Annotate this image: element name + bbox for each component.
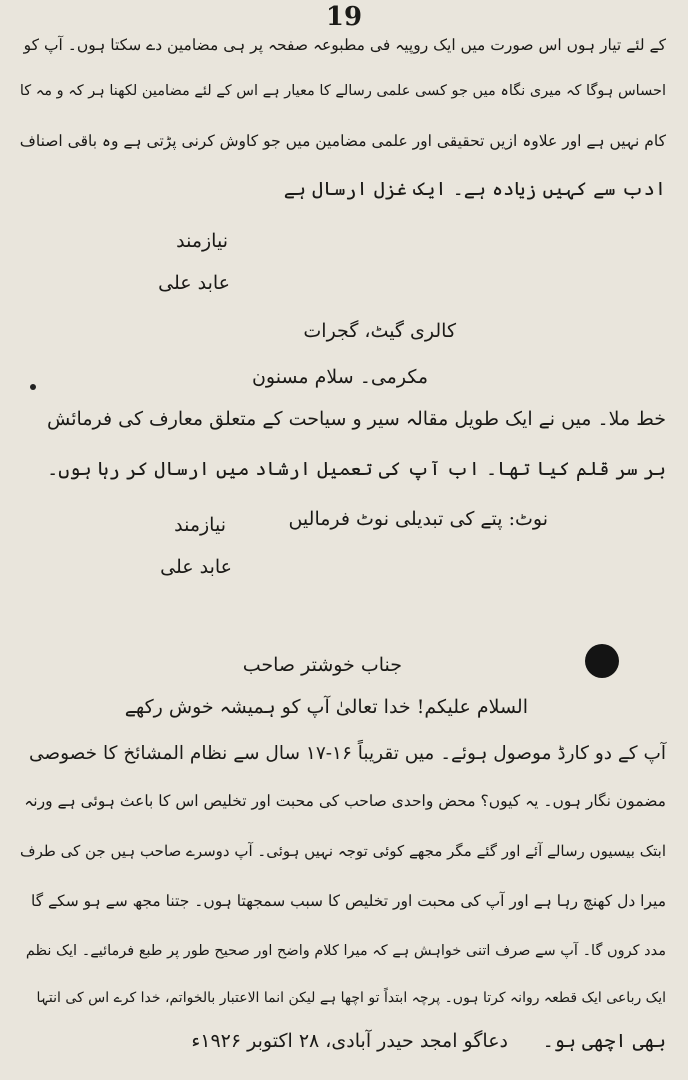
page-number: 19 [325,2,363,32]
letter3-line-6: ایک رباعی ایک قطعہ روانہ کرتا ہوں۔ پرچہ ابتداً تو اچھا ہے لیکن انما الاعتبار بالخواتم، خدا کرے اس کی انتہا [36,990,666,1006]
letter3-line-4: میرا دل کھنچ رہا ہے اور آپ کی محبت اور تخلیص کا سبب سمجھتا ہوں۔ جتنا مجھ سے ہو سکے گا [31,892,666,910]
letter3-line-3: ابتک بیسیوں رسالے آئے اور گئے مگر مجھے کوئی توجہ نہیں ہوئی۔ آپ دوسرے صاحب ہیں جن کی طرف [20,842,666,860]
letter1-signature: عابد علی [158,272,230,294]
letter2-salutation: مکرمی۔ سلام مسنون [251,366,428,388]
letter1-closing: نیازمند [176,230,228,252]
letter3-line-1: آپ کے دو کارڈ موصول ہوئے۔ میں تقریباً ۱۶-۱۷ سال سے نظام المشائخ کا خصوصی [28,743,666,764]
letter1-line-1: کے لئے تیار ہوں اس صورت میں ایک روپیہ فی مطبوعہ صفحہ پر ہی مضامین دے سکتا ہوں۔ آپ کو [23,36,666,54]
letter2-line-1: خط ملا۔ میں نے ایک طویل مقالہ سیر و سیاحت کے متعلق معارف کی فرمائش [47,408,666,430]
letter3-line-5: مدد کروں گا۔ آپ سے صرف اتنی خواہش ہے کہ میرا کلام واضح اور صحیح طور پر طبع فرمائیے۔ ایک نظم [25,943,666,959]
letter3-greeting: السلام علیکم! خدا تعالیٰ آپ کو ہمیشہ خوش رکھے [124,696,528,718]
letter3-line-2: مضمون نگار ہوں۔ یہ کیوں؟ محض واحدی صاحب کی محبت اور تخلیص اس کا باعث ہوئی ہے ورنہ [24,792,666,810]
letter3-addressee: جناب خوشتر صاحب [242,654,402,676]
letter3-line-7: بھی اچھی ہو۔ [542,1030,666,1052]
letter3-signoff: دعاگو امجد حیدر آبادی، ۲۸ اکتوبر ۱۹۲۶ء [191,1030,508,1052]
letter1-line-2: احساس ہوگا کہ میری نگاہ میں جو کسی علمی رسالے کا معیار ہے اس کے لئے مضامین لکھنا ہر کہ و مہ کا [19,83,666,99]
letter2-signature: عابد علی [160,556,232,578]
letter1-line-4: ادب سے کہیں زیادہ ہے۔ ایک غزل ارسال ہے [283,178,666,200]
letter2-address: کالری گیٹ، گجرات [303,320,456,342]
letter2-line-2: بر سر قلم کیا تھا۔ اب آپ کی تعمیل ارشاد میں ارسال کر رہا ہوں۔ [47,458,666,480]
letter2-note: نوٹ: پتے کی تبدیلی نوٹ فرمالیں [288,508,548,530]
ink-mark [30,384,36,390]
letter2-closing: نیازمند [174,514,226,536]
punch-hole [585,644,619,678]
letter1-line-3: کام نہیں ہے اور علاوہ ازیں تحقیقی اور علمی مضامین میں جو کاوش کرنی پڑتی ہے وہ باقی اصناف [19,132,666,150]
